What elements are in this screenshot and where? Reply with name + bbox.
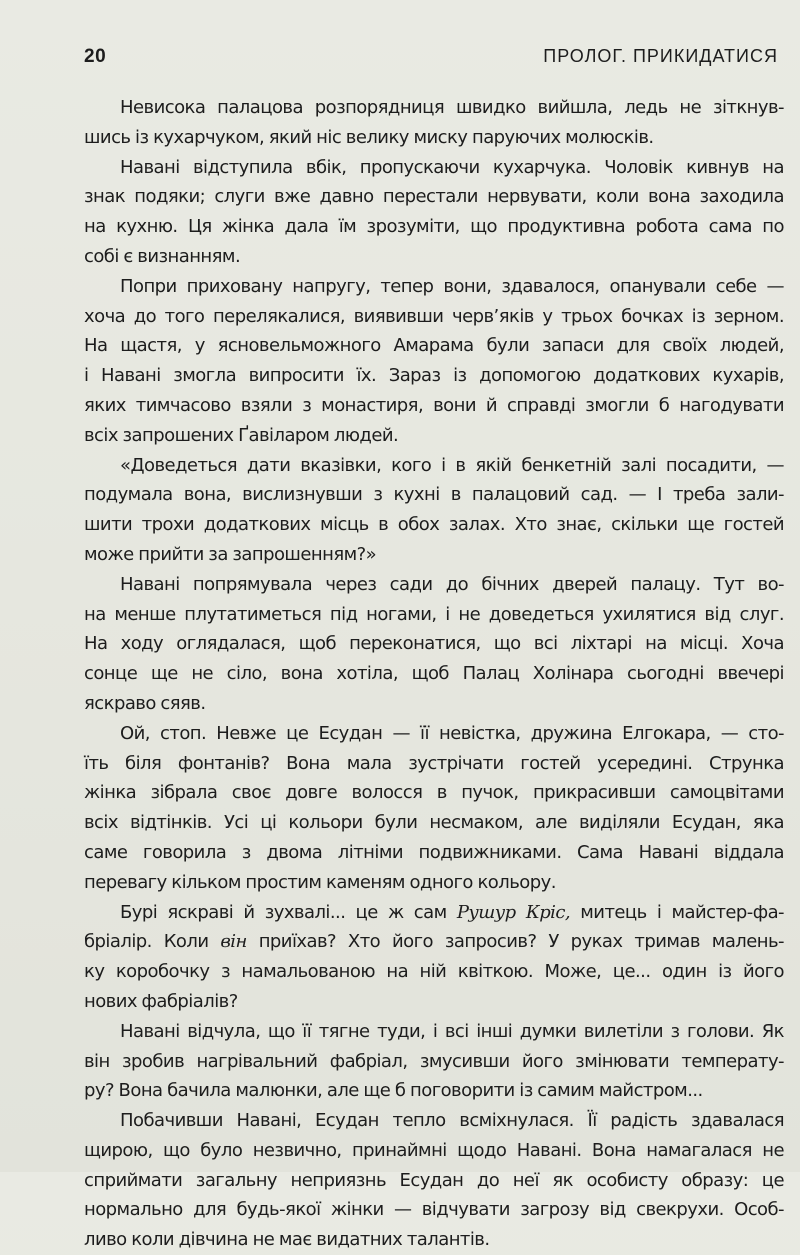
- text-line: щирою, що було незвично, принаймні щодо Навані. Вона намагалася не: [84, 1139, 784, 1161]
- text-line: собі є визнанням.: [84, 245, 241, 267]
- text-line: саме говорила з двома літніми подвижниками. Сама Навані віддала: [84, 841, 784, 863]
- text-line: [84, 927, 784, 957]
- text-line: всіх запрошених Ґавіларом людей.: [84, 424, 399, 446]
- text-line: Навані попрямувала через сади до бічних дверей палацу. Тут во-: [120, 573, 784, 595]
- text-line: яких тимчасово взяли з монастиря, вони й справді змогли б нагодувати: [84, 394, 784, 416]
- text-line: їть біля фонтанів? Вона мала зустрічати гостей усередині. Струнка: [84, 752, 784, 774]
- text-line: подумала вона, вислизнувши з кухні в палацовий сад. — І треба зали-: [84, 484, 784, 506]
- text-line: яскраво сяяв.: [84, 692, 206, 714]
- text-line: на менше плутатиметься під ногами, і не доведеться ухилятися від слуг.: [84, 603, 784, 625]
- paragraph: [84, 1017, 784, 1106]
- italic-text: він: [220, 931, 247, 953]
- paragraph: [84, 153, 784, 272]
- text-segment: ку коробочку з намальованою на ній квіткою. Може, це... один із його: [84, 961, 784, 983]
- text-segment: нових фабріалів?: [84, 990, 238, 1012]
- text-segment: Бурі яскраві й зухвалі... це ж сам: [120, 901, 457, 923]
- text-line: Ой, стоп. Невже це Есудан — її невістка, дружина Елгокара, — сто-: [120, 722, 784, 744]
- text-line: Побачивши Навані, Есудан тепло всміхнулася. Її радість здавалася: [120, 1110, 784, 1132]
- text-line: він зробив нагрівальний фабріал, змусивши його змінювати температу-: [84, 1050, 784, 1072]
- text-segment: приїхав? Хто його запросив? У руках тримав малень-: [246, 931, 785, 953]
- text-line: На щастя, у ясновельможного Амарама були запаси для своїх людей,: [84, 335, 784, 357]
- text-line: жінка зібрала своє довге волосся в пучок, прикрасивши самоцвітами: [84, 782, 784, 804]
- body-text: [84, 93, 784, 1255]
- text-line: знак подяки; слуги вже давно перестали нервувати, коли вона заходила: [84, 186, 784, 208]
- text-line: всіх відтінків. Усі ці кольори були несмаком, але виділяли Есудан, яка: [84, 812, 784, 834]
- paragraph: [84, 451, 784, 570]
- text-line: шити трохи додаткових місць в обох залах. Хто знає, скільки ще гостей: [84, 514, 784, 536]
- text-line: сонце ще не сіло, вона хотіла, щоб Палац Холінара сьогодні ввечері: [84, 663, 784, 685]
- text-line: [84, 957, 784, 987]
- text-line: на кухню. Ця жінка дала їм зрозуміти, що продуктивна робота сама по: [84, 216, 784, 238]
- text-line: Навані відчула, що її тягне туди, і всі інші думки вилетіли з голови. Як: [120, 1020, 784, 1042]
- text-line: Невисока палацова розпорядниця швидко вийшла, ледь не зіткнув-: [120, 97, 784, 118]
- text-line: перевагу кільком простим каменям одного кольору.: [84, 871, 556, 893]
- text-line: сприймати загальну неприязнь Есудан до неї як особисту образу: це: [84, 1169, 784, 1191]
- paragraph: [84, 570, 784, 719]
- text-segment: митець і майстер-фа-: [570, 901, 785, 923]
- text-line: нормально для будь-якої жінки — відчувати загрозу від свекрухи. Особ-: [84, 1199, 784, 1221]
- paragraph: [84, 898, 784, 1017]
- running-head: ПРОЛОГ. ПРИКИДАТИСЯ: [543, 46, 778, 66]
- italic-text: Рушур Кріс,: [456, 901, 571, 923]
- text-line: На ходу оглядалася, щоб переконатися, що всі ліхтарі на місці. Хоча: [84, 633, 784, 655]
- text-line: Попри приховану напругу, тепер вони, здавалося, опанували себе —: [120, 275, 784, 297]
- text-line: хоча до того перелякалися, виявивши черв’яків у трьох бочках із зерном.: [84, 305, 784, 327]
- text-line: [84, 898, 784, 928]
- text-line: Навані відступила вбік, пропускаючи кухарчука. Чоловік кивнув на: [120, 156, 784, 178]
- paragraph: [84, 93, 784, 153]
- text-line: «Доведеться дати вказівки, кого і в якій бенкетній залі посадити, —: [120, 454, 784, 476]
- paragraph: [84, 719, 784, 898]
- paragraph: [84, 272, 784, 451]
- text-segment: бріалір. Коли: [84, 931, 221, 953]
- text-line: ру? Вона бачила малюнки, але ще б поговорити із самим майстром...: [84, 1080, 703, 1102]
- text-line: може прийти за запрошенням?»: [84, 543, 377, 565]
- paragraph: [84, 1106, 784, 1255]
- page-number: 20: [84, 46, 107, 67]
- text-line: [84, 987, 784, 1017]
- text-line: і Навані змогла випросити їх. Зараз із допомогою додаткових кухарів,: [84, 365, 784, 387]
- text-line: ливо коли дівчина не має видатних талантів.: [84, 1229, 490, 1251]
- text-line: шись із кухарчуком, який ніс велику миску паруючих молюсків.: [84, 126, 654, 148]
- page-header: [84, 46, 778, 72]
